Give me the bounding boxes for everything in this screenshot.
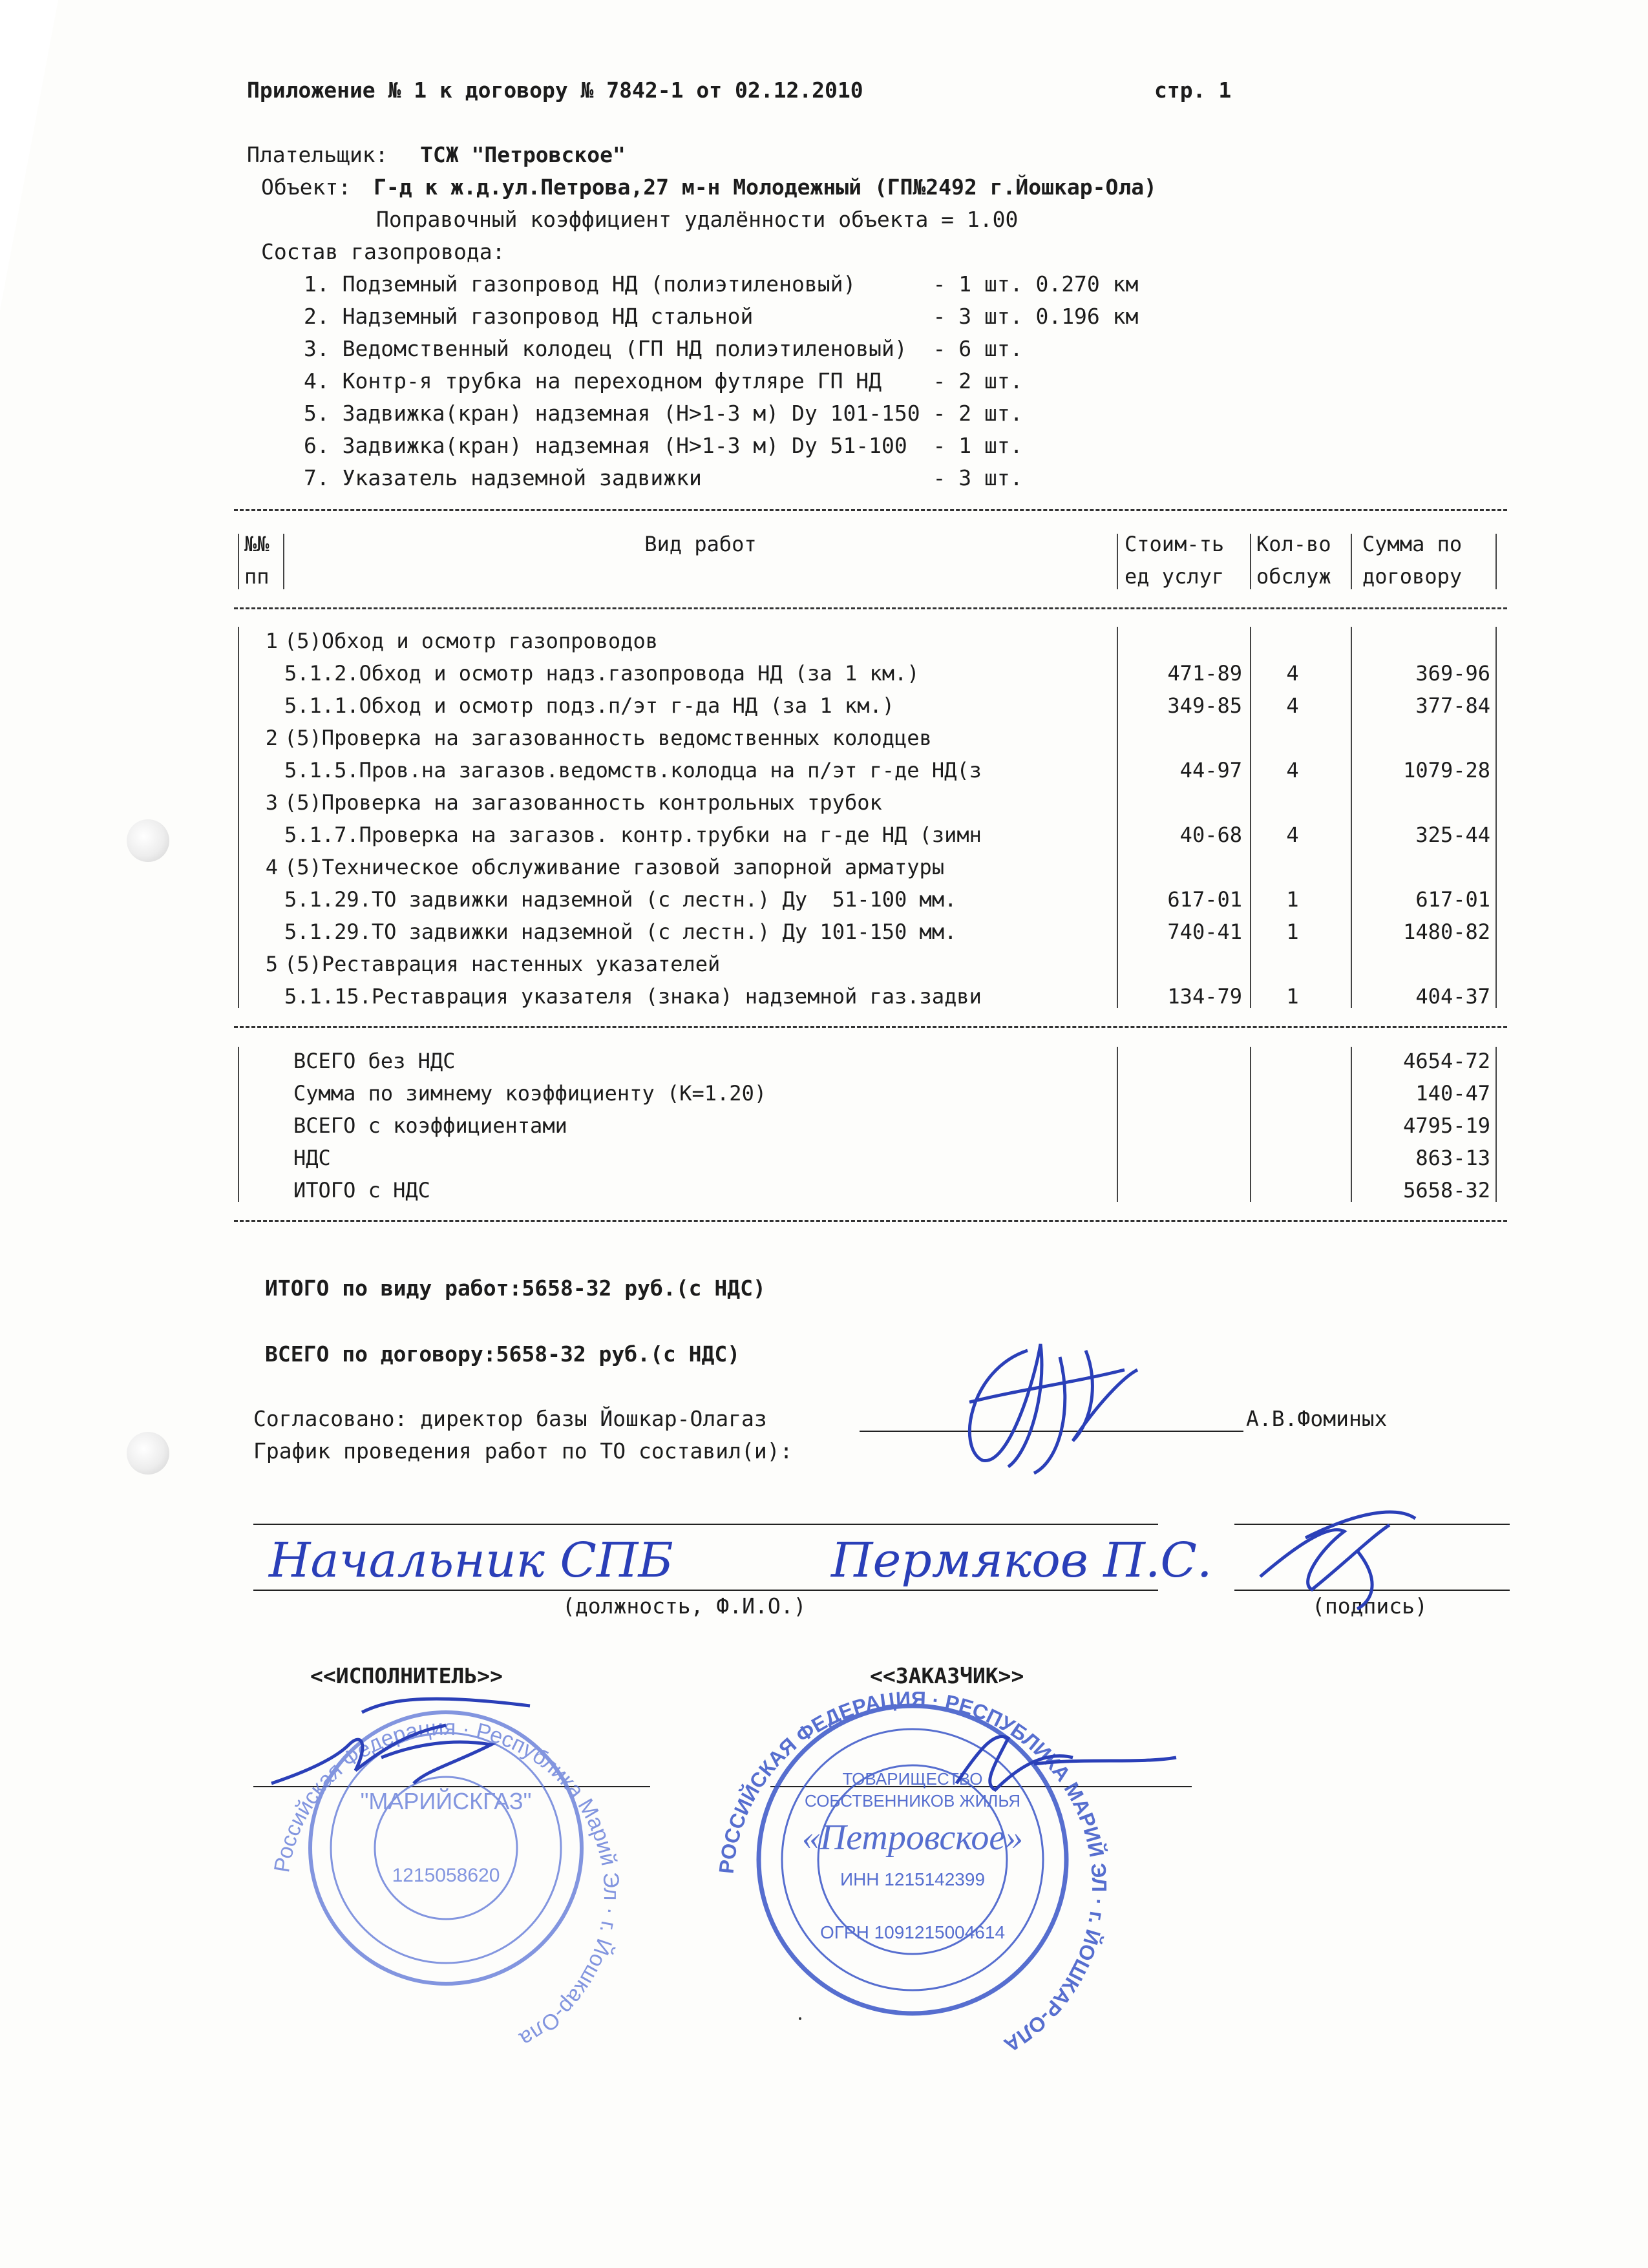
director-name: А.В.Фоминых	[1246, 1406, 1388, 1431]
row-sum: 1079-28	[1403, 758, 1490, 782]
handwritten-name: Пермяков П.С.	[831, 1533, 1212, 1588]
composition-item: 6. Задвижка(кран) надземная (Н>1-3 м) Dy 51-100 - 1 шт.	[304, 433, 1023, 458]
customer-stamp-line1: ТОВАРИЩЕСТВО	[842, 1769, 983, 1789]
position-caption: (должность, Ф.И.О.)	[562, 1593, 807, 1619]
total-label: Сумма по зимнему коэффициенту (К=1.20)	[293, 1081, 767, 1106]
row-qty: 4	[1286, 758, 1299, 782]
payer-label: Плательщик:	[247, 142, 388, 167]
row-price: 44-97	[1179, 758, 1242, 782]
row-work: 5.1.5.Пров.на загазов.ведомств.колодца на п/эт г-де НД(з	[284, 758, 982, 782]
total-sum: 863-13	[1415, 1146, 1490, 1170]
row-work: 5.1.2.Обход и осмотр надз.газопровода НД (за 1 км.)	[284, 661, 920, 686]
speck	[799, 2017, 801, 2020]
total-sum: 4654-72	[1403, 1049, 1490, 1073]
row-qty: 1	[1286, 919, 1299, 944]
row-work: (5)Проверка на загазованность контрольных трубок	[284, 790, 882, 815]
header-work: Вид работ	[644, 532, 757, 556]
customer-stamp-ogrn: ОГРН 1091215004614	[819, 1922, 1006, 1942]
row-work: (5)Реставрация настенных указателей	[284, 952, 721, 976]
total-label: ИТОГО с НДС	[293, 1178, 430, 1202]
composition-item: 4. Контр-я трубка на переходном футляре ГП НД - 2 шт.	[304, 368, 1023, 394]
row-num: 5	[265, 952, 278, 976]
schedule-signature	[1260, 1512, 1415, 1609]
row-num: 2	[265, 726, 278, 750]
total-label: ВСЕГО без НДС	[293, 1049, 456, 1073]
header-sum: Сумма по	[1362, 532, 1463, 556]
header-qty: Кол-во	[1256, 532, 1331, 556]
row-num: 4	[265, 855, 278, 879]
agreed-label: Согласовано: директор базы Йошкар-Олагаз	[253, 1406, 767, 1431]
executor-stamp-name: "МАРИЙСКГАЗ"	[360, 1788, 532, 1814]
row-qty: 1	[1286, 984, 1299, 1009]
row-work: 5.1.29.ТО задвижки надземной (с лестн.) Ду 101-150 мм.	[284, 919, 957, 944]
page-number: стр. 1	[1154, 78, 1232, 103]
summary-by-contract: ВСЕГО по договору:5658-32 руб.(с НДС)	[265, 1341, 741, 1367]
row-qty: 4	[1286, 693, 1299, 718]
row-work: 5.1.15.Реставрация указателя (знака) надземной газ.задви	[284, 984, 982, 1009]
row-sum: 1480-82	[1403, 919, 1490, 944]
composition-item: 1. Подземный газопровод НД (полиэтиленовый) - 1 шт. 0.270 км	[304, 271, 1139, 297]
total-sum: 4795-19	[1403, 1113, 1490, 1138]
handwritten-position: Начальник СПБ	[269, 1533, 673, 1588]
row-sum: 617-01	[1415, 887, 1490, 912]
total-label: ВСЕГО с коэффициентами	[293, 1113, 567, 1138]
payer-value: ТСЖ "Петровское"	[420, 142, 626, 167]
composition-item: 5. Задвижка(кран) надземная (Н>1-3 м) Dy 101-150 - 2 шт.	[304, 401, 1023, 426]
customer-stamp-outer-text: РОССИЙСКАЯ ФЕДЕРАЦИЯ · РЕСПУБЛИКА МАРИЙ ЭЛ · г. ЙОШКАР-ОЛА	[714, 1686, 1112, 2057]
distance-coefficient: Поправочный коэффициент удалённости объекта = 1.00	[376, 207, 1019, 232]
header-num: №№	[244, 532, 269, 556]
header-num: пп	[244, 564, 269, 589]
customer-stamp-name: «Петровское»	[801, 1818, 1024, 1858]
composition-title: Состав газопровода:	[261, 239, 505, 264]
customer-label: <<ЗАКАЗЧИК>>	[870, 1663, 1024, 1688]
composition-item: 2. Надземный газопровод НД стальной - 3 шт. 0.196 км	[304, 304, 1139, 329]
executor-stamp-outer-text: Российская Федерация · Республика Марий Эл · г. Йошкар-Ола	[269, 1715, 624, 2052]
header-price: ед услуг	[1125, 564, 1225, 589]
customer-stamp-inn: ИНН 1215142399	[840, 1869, 986, 1889]
row-qty: 1	[1286, 887, 1299, 912]
composition-item: 3. Ведомственный колодец (ГП НД полиэтиленовый) - 6 шт.	[304, 336, 1023, 361]
row-price: 740-41	[1167, 919, 1242, 944]
row-work: (5)Обход и осмотр газопроводов	[284, 629, 658, 653]
object-value: Г-д к ж.д.ул.Петрова,27 м-н Молодежный (ГП№2492 г.Йошкар-Ола)	[374, 174, 1157, 200]
row-sum: 325-44	[1415, 823, 1490, 847]
schedule-label: График проведения работ по ТО составил(и):	[253, 1438, 793, 1464]
row-qty: 4	[1286, 823, 1299, 847]
row-work: (5)Техническое обслуживание газовой запорной арматуры	[284, 855, 945, 879]
customer-stamp	[714, 1687, 1111, 2057]
customer-stamp-line2: СОБСТВЕННИКОВ ЖИЛЬЯ	[805, 1791, 1020, 1811]
executor-stamp-number: 1215058620	[392, 1865, 500, 1886]
row-work: 5.1.1.Обход и осмотр подз.п/эт г-да НД (за 1 км.)	[284, 693, 895, 718]
composition-item: 7. Указатель надземной задвижки - 3 шт.	[304, 465, 1023, 490]
row-price: 40-68	[1179, 823, 1242, 847]
total-sum: 5658-32	[1403, 1178, 1490, 1202]
row-sum: 404-37	[1415, 984, 1490, 1009]
row-sum: 369-96	[1415, 661, 1490, 686]
summary-by-work: ИТОГО по виду работ:5658-32 руб.(с НДС)	[265, 1276, 766, 1301]
header-price: Стоим-ть	[1125, 532, 1225, 556]
total-sum: 140-47	[1415, 1081, 1490, 1106]
row-price: 134-79	[1167, 984, 1242, 1009]
row-sum: 377-84	[1415, 693, 1490, 718]
row-num: 1	[265, 629, 278, 653]
executor-label: <<ИСПОЛНИТЕЛЬ>>	[310, 1663, 503, 1688]
header-sum: договору	[1362, 564, 1463, 589]
row-price: 471-89	[1167, 661, 1242, 686]
row-work: (5)Проверка на загазованность ведомственных колодцев	[284, 726, 932, 750]
signature-caption: (подпись)	[1312, 1593, 1428, 1619]
total-label: НДС	[293, 1146, 331, 1170]
object-label: Объект:	[261, 174, 352, 200]
row-num: 3	[265, 790, 278, 815]
header-qty: обслуж	[1256, 564, 1331, 589]
row-qty: 4	[1286, 661, 1299, 686]
row-work: 5.1.7.Проверка на загазов. контр.трубки на г-де НД (зимн	[284, 823, 982, 847]
director-signature	[969, 1344, 1137, 1473]
document-title: Приложение № 1 к договору № 7842-1 от 02.12.2010	[247, 78, 863, 103]
row-price: 617-01	[1167, 887, 1242, 912]
row-work: 5.1.29.ТО задвижки надземной (с лестн.) Ду 51-100 мм.	[284, 887, 957, 912]
row-price: 349-85	[1167, 693, 1242, 718]
